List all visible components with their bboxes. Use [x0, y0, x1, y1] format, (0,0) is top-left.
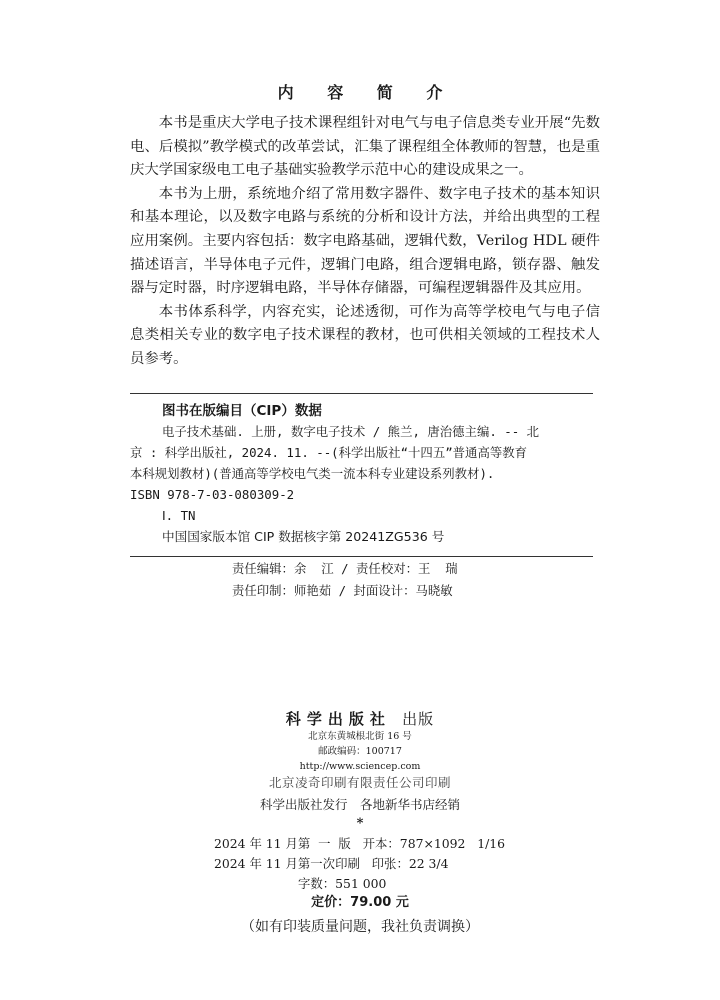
cip-isbn: ISBN 978-7-03-080309-2: [130, 487, 295, 502]
edition-line: 2024 年 11 月第一次印刷 印张：22 3/4: [214, 856, 449, 871]
publisher-name: 科学出版社: [285, 710, 391, 728]
publisher-name-line: [0, 708, 720, 729]
publisher-url: http://www.sciencep.com: [299, 761, 421, 772]
page-title: 内 容 简 介: [277, 83, 457, 102]
credit-line: 责任编辑：余 江 / 责任校对：王 瑞: [232, 561, 458, 576]
cip-top-rule: [130, 393, 593, 394]
cip-classification: Ⅰ. TN: [162, 508, 196, 523]
summary-paragraph: 本书体系科学，内容充实，论述透彻，可作为高等学校电气与电子信息类相关专业的数字电子技术课程的教材，也可供相关领域的工程技术人员参考。: [130, 303, 600, 367]
separator-star: *: [356, 816, 364, 831]
cip-library-number: 中国国家版本馆 CIP 数据核字第 20241ZG536 号: [162, 529, 445, 544]
cip-bottom-rule: [130, 556, 593, 557]
editorial-credits: [232, 558, 458, 602]
cip-heading: 图书在版编目（CIP）数据: [162, 403, 322, 419]
cip-line: 电子技术基础. 上册, 数字电子技术 / 熊兰, 唐治德主编. -- 北: [162, 424, 540, 439]
cip-line: 京 : 科学出版社, 2024. 11. --(科学出版社“十四五”普通高等教育: [130, 445, 528, 460]
edition-line: 2024 年 11 月第 一 版 开本：787×1092 1/16: [214, 836, 506, 851]
price: 定价：79.00 元: [311, 895, 409, 910]
publisher-suffix: 出版: [402, 710, 435, 728]
cip-record: [130, 421, 593, 547]
summary-paragraph: 本书为上册，系统地介绍了常用数字器件、数字电子技术的基本知识和基本理论，以及数字电路与系统的分析和设计方法，并给出典型的工程应用案例。主要内容包括：数字电路基础，逻辑代数，Verilog HDL 硬件描述语言，半导体电子元件，逻辑门电路，组合逻辑电路，锁存器、触发器与定时器，时序逻辑电路，半导体存储器，可编程逻辑器件及其应用。: [130, 185, 600, 297]
content-summary: [130, 112, 600, 372]
publisher-address: 北京东黄城根北街 16 号: [308, 731, 412, 742]
word-count: 字数：551 000: [298, 876, 387, 891]
publisher-block: [0, 708, 720, 774]
quality-note: （如有印装质量问题，我社负责调换）: [241, 919, 479, 935]
credit-line: 责任印制：师艳茹 / 封面设计：马晓敏: [232, 583, 453, 598]
cip-line: 本科规划教材)(普通高等学校电气类一流本科专业建设系列教材).: [130, 466, 495, 481]
summary-paragraph: 本书是重庆大学电子技术课程组针对电气与电子信息类专业开展“先数电、后模拟”教学模式的改革尝试，汇集了课程组全体教师的智慧，也是重庆大学国家级电工电子基础实验教学示范中心的建设成果之一。: [130, 115, 600, 179]
printer-line: 北京凌奇印刷有限责任公司印刷: [268, 775, 451, 790]
distribution-line: 科学出版社发行 各地新华书店经销: [259, 797, 460, 812]
publisher-postcode: 邮政编码：100717: [318, 746, 402, 757]
edition-info: [214, 834, 505, 894]
